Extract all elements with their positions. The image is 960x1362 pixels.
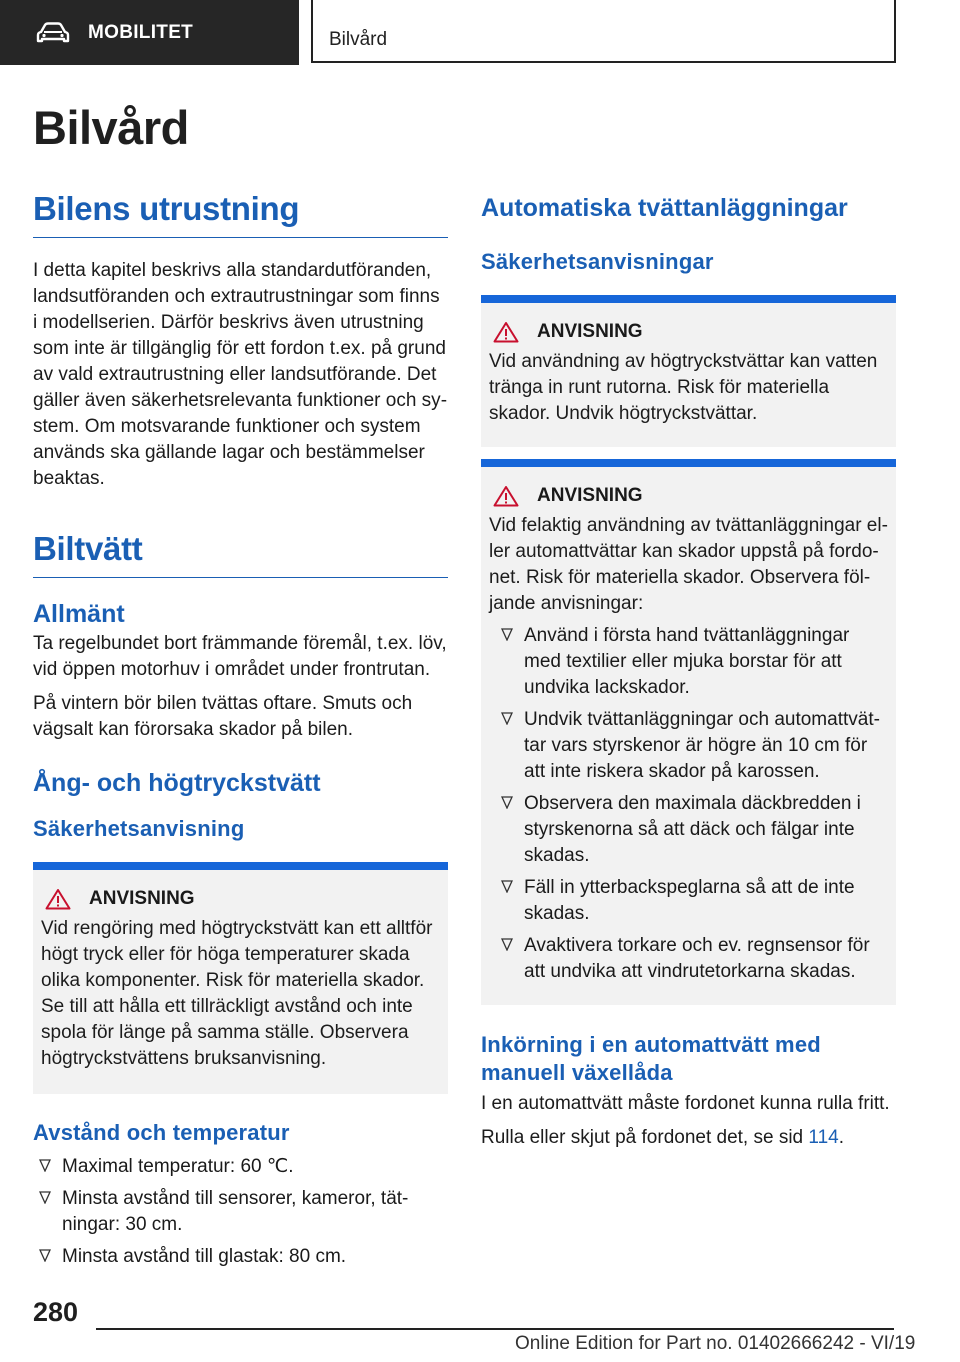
warning-text: Vid rengöring med högtryckstvätt kan ett alltför högt tryck eller för höga temperaturer skada olika komponenter. Risk för materiella skador. Se till att hålla ett tillräckligt avstånd och inte spola för länge på samma ställe. Observera högtryckstvättens bruksanvisning. <box>41 918 433 1069</box>
left-column <box>33 190 448 1270</box>
triangle-bullet-icon <box>501 880 513 893</box>
list-item: Observera den maximala däckbredden i styrskenorna så att däck och fälgar inte skadas. <box>495 791 888 869</box>
triangle-bullet-icon <box>39 1159 51 1172</box>
bullet-list-avstand <box>33 1154 448 1270</box>
list-item: Avaktivera torkare och ev. regnsensor för att undvika att vindrutetorkarna skadas. <box>495 933 888 985</box>
footer-edition: Online Edition for Part no. 01402666242 - VI/19 <box>515 1333 916 1354</box>
list-item: Fäll in ytterbackspeglarna så att de inte skadas. <box>495 875 888 927</box>
triangle-bullet-icon <box>501 628 513 641</box>
list-item: Minsta avstånd till glastak: 80 cm. <box>33 1244 448 1270</box>
triangle-bullet-icon <box>501 938 513 951</box>
warning-text: Vid användning av högtryckstvättar kan vatten tränga in runt rutorna. Risk för materiella skador. Undvik högtryckstvättar. <box>489 351 878 424</box>
heading-avstand-temperatur: Avstånd och temperatur <box>33 1120 290 1145</box>
page-title: Bilvård <box>33 101 189 154</box>
car-icon <box>36 22 70 44</box>
heading-allmant: Allmänt <box>33 600 125 628</box>
heading-ang-hogtryck: Ång- och högtryckstvätt <box>33 769 321 797</box>
triangle-bullet-icon <box>501 796 513 809</box>
warning-title-text: ANVISNING <box>537 321 643 342</box>
paragraph-bilens-utrustning: I detta kapitel beskrivs alla standardutföranden, landsutföranden och extrautrustningar som finns i modellserien. Därför beskrivs även utrustning som inte är tillgänglig för ett fordon t.ex. på grund av vald extrautrustning eller landsutförande. Det gäller även säkerhetsrelevanta funktioner och system. Om motsvarande funktioner och system används ska gällande lagar och bestämmelser beaktas. <box>33 260 448 489</box>
list-item: Använd i första hand tvättanläggningar med textilier eller mjuka borstar för att undvika lackskador. <box>495 623 888 701</box>
warning-title <box>41 888 440 910</box>
triangle-bullet-icon <box>501 712 513 725</box>
paragraph-allmant-1: Ta regelbundet bort främmande föremål, t.ex. löv, vid öppen motorhuv i området under frontrutan. <box>33 633 447 680</box>
warning-icon <box>493 321 519 343</box>
list-item: Minsta avstånd till sensorer, kameror, tätningar: 30 cm. <box>33 1186 448 1238</box>
page-number: 280 <box>33 1297 79 1327</box>
warning-box <box>481 459 896 1005</box>
warning-title-text: ANVISNING <box>89 888 195 909</box>
footer-divider <box>96 1328 894 1330</box>
list-item: Maximal temperatur: 60 ℃. <box>33 1154 448 1180</box>
heading-inkorning: Inkörning i en automattvätt med manuell växellåda <box>481 1032 821 1085</box>
warning-box <box>33 862 448 1094</box>
section-tab[interactable] <box>0 0 299 65</box>
heading-bilens-utrustning: Bilens utrustning <box>33 190 448 238</box>
heading-sakerhetsanvisning: Säkerhetsanvisning <box>33 816 245 841</box>
page-reference-link[interactable]: 114 <box>808 1127 839 1148</box>
heading-sakerhetsanvisningar: Säkerhetsanvisningar <box>481 249 714 274</box>
warning-icon <box>493 485 519 507</box>
warning-icon <box>45 888 71 910</box>
warning-title <box>489 485 888 507</box>
paragraph-inkorning-2: Rulla eller skjut på fordonet det, se sid 114. <box>481 1127 844 1148</box>
warning-title-text: ANVISNING <box>537 485 643 506</box>
bullet-list-anvisningar <box>489 623 888 985</box>
chapter-label: Bilvård <box>329 29 388 50</box>
warning-text: Vid felaktig användning av tvättanläggningar eller automattvättar kan skador uppstå på fordonet. Risk för materiella skador. Observera följande anvisningar: <box>489 515 888 614</box>
list-item: Undvik tvättanläggningar och automattvättar vars styrskenor är högre än 10 cm för att inte riskera skador på karossen. <box>495 707 888 785</box>
heading-automatiska-tvattanlaggningar: Automatiska tvättanläggningar <box>481 194 848 222</box>
section-tab-label: MOBILITET <box>88 21 194 43</box>
chapter-header <box>311 0 896 63</box>
heading-biltvatt: Biltvätt <box>33 530 448 578</box>
paragraph-allmant-2: På vintern bör bilen tvättas oftare. Smuts och vägsalt kan förorsaka skador på bilen. <box>33 693 413 740</box>
triangle-bullet-icon <box>39 1249 51 1262</box>
warning-title <box>489 321 888 343</box>
triangle-bullet-icon <box>39 1191 51 1204</box>
paragraph-inkorning-1: I en automattvätt måste fordonet kunna rulla fritt. <box>481 1093 890 1114</box>
warning-box <box>481 295 896 447</box>
right-column <box>481 190 896 1151</box>
